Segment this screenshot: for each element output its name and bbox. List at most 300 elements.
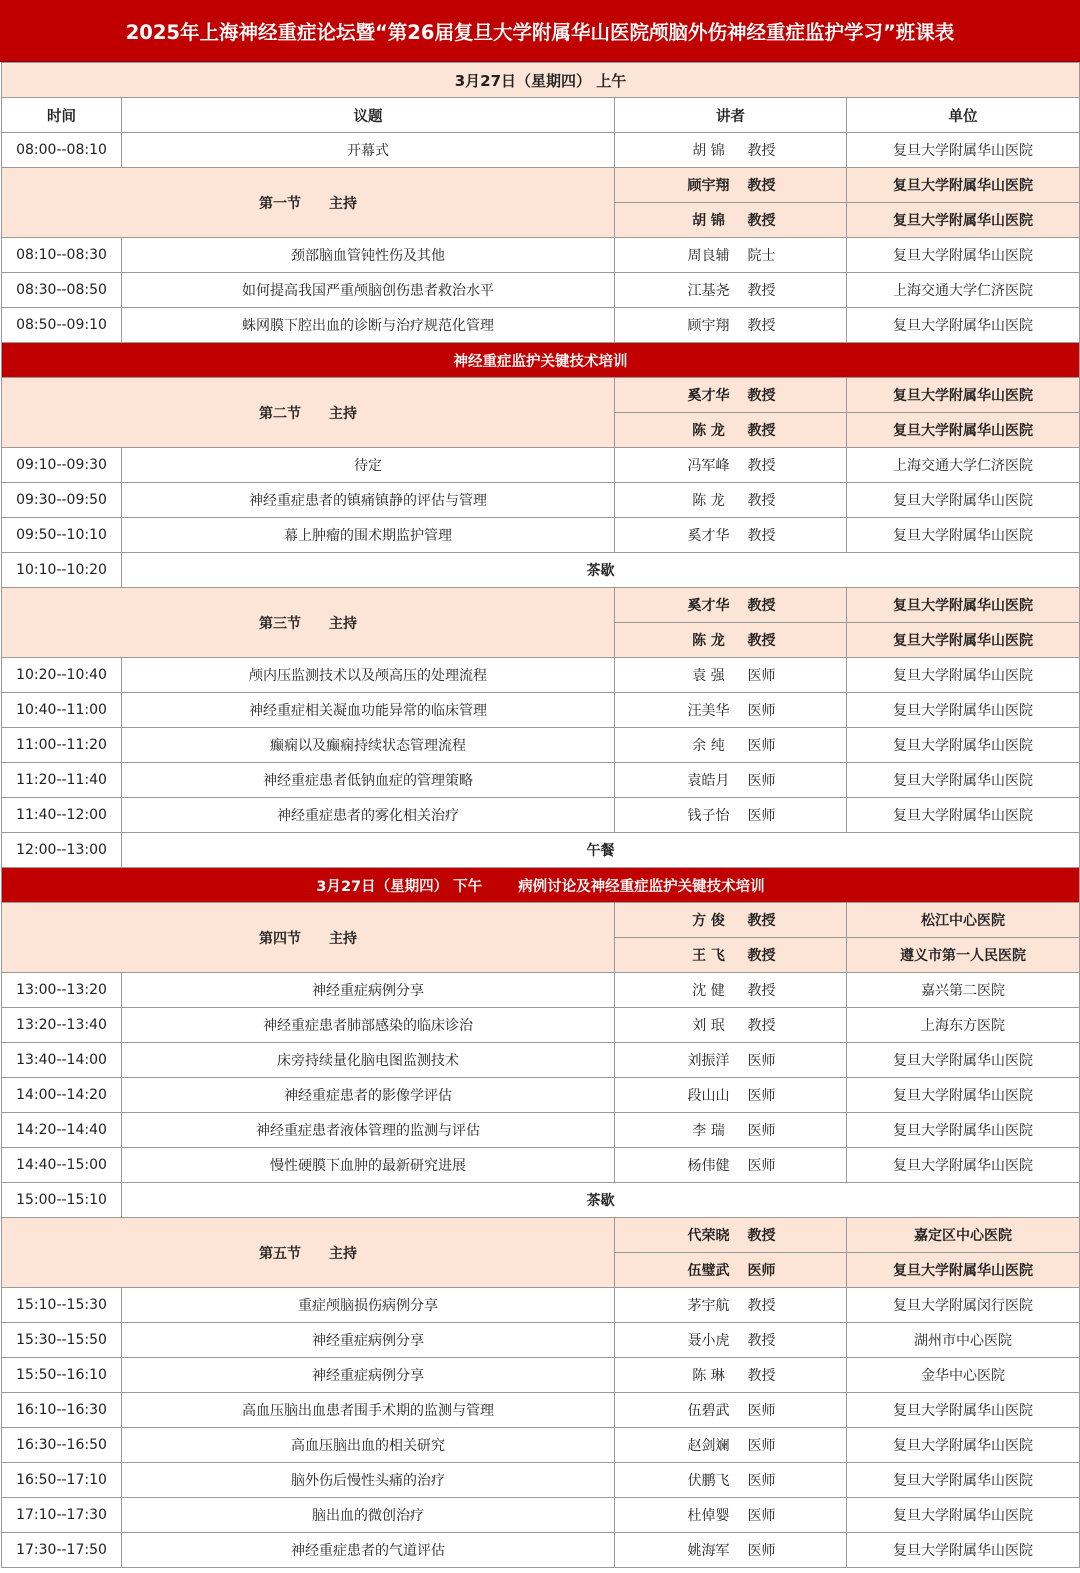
speaker-cell: [615, 1078, 847, 1113]
break-label: 茶歇: [122, 1183, 1080, 1218]
break-row: [2, 833, 1080, 868]
table-row: [2, 1148, 1080, 1183]
speaker-cell: [615, 133, 847, 168]
schedule-table: [1, 62, 1080, 1568]
speaker-name: 聂小虎: [687, 1333, 730, 1349]
session-band: 3月27日（星期四） 上午: [2, 63, 1080, 98]
speaker-cell: [615, 238, 847, 273]
time-cell: 08:50--09:10: [2, 308, 122, 343]
table-row: [2, 273, 1080, 308]
unit-cell: 复旦大学附属华山医院: [847, 1043, 1080, 1078]
session-band-row: [2, 63, 1080, 98]
section-chair-label: [2, 588, 615, 658]
speaker-name: 刘 珉: [692, 1018, 725, 1034]
time-cell: 17:10--17:30: [2, 1498, 122, 1533]
chair-unit-cell: 复旦大学附属华山医院: [847, 168, 1080, 203]
speaker: [686, 1120, 776, 1140]
chair-unit-cell: 复旦大学附属华山医院: [847, 1253, 1080, 1288]
speaker-name: 刘振洋: [687, 1053, 730, 1069]
speaker: [686, 630, 776, 650]
table-row: [2, 1043, 1080, 1078]
chair-unit-cell: 复旦大学附属华山医院: [847, 588, 1080, 623]
unit-cell: 复旦大学附属华山医院: [847, 1428, 1080, 1463]
topic-cell: 高血压脑出血的相关研究: [122, 1428, 615, 1463]
speaker-title: 医师: [747, 703, 776, 719]
topic-cell: 如何提高我国严重颅脑创伤患者救治水平: [122, 273, 615, 308]
table-row: [2, 1533, 1080, 1568]
speaker-name: 方 俊: [692, 913, 725, 929]
table-row: [2, 1393, 1080, 1428]
column-header-speaker: 讲者: [615, 98, 847, 133]
speaker-title: 教授: [747, 1018, 776, 1034]
speaker-cell: [615, 1393, 847, 1428]
chair-speaker-cell: [615, 903, 847, 938]
time-cell: 14:40--15:00: [2, 1148, 122, 1183]
speaker-name: 代荣晓: [687, 1228, 730, 1244]
table-row: [2, 1008, 1080, 1043]
speaker-cell: [615, 483, 847, 518]
topic-cell: 重症颅脑损伤病例分享: [122, 1288, 615, 1323]
table-row: [2, 133, 1080, 168]
speaker: [686, 1155, 776, 1175]
speaker-cell: [615, 448, 847, 483]
speaker: [686, 1470, 776, 1490]
section-banner-text: 3月27日（星期四） 下午: [316, 878, 483, 895]
time-cell: 09:50--10:10: [2, 518, 122, 553]
chair-row: [2, 1218, 1080, 1253]
speaker: [686, 700, 776, 720]
unit-cell: 复旦大学附属闵行医院: [847, 1288, 1080, 1323]
speaker-name: 沈 健: [692, 983, 725, 999]
unit-cell: 复旦大学附属华山医院: [847, 518, 1080, 553]
speaker-name: 奚才华: [687, 388, 730, 404]
speaker-name: 杨伟健: [687, 1158, 730, 1174]
column-header-topic: 议题: [122, 98, 615, 133]
speaker-title: 医师: [747, 738, 776, 754]
speaker: [686, 805, 776, 825]
unit-cell: 复旦大学附属华山医院: [847, 1148, 1080, 1183]
speaker-name: 杜倬婴: [687, 1508, 730, 1524]
speaker-name: 茅宇航: [687, 1298, 730, 1314]
chair-speaker-cell: [615, 1218, 847, 1253]
table-row: [2, 973, 1080, 1008]
chair-row: [2, 168, 1080, 203]
section-name: 第五节: [259, 1245, 301, 1262]
speaker-title: 教授: [747, 1298, 776, 1314]
speaker-title: 医师: [747, 1508, 776, 1524]
unit-cell: 复旦大学附属华山医院: [847, 238, 1080, 273]
table-row: [2, 483, 1080, 518]
unit-cell: 复旦大学附属华山医院: [847, 658, 1080, 693]
topic-cell: 神经重症患者的雾化相关治疗: [122, 798, 615, 833]
speaker-cell: [615, 518, 847, 553]
speaker-title: 医师: [747, 1158, 776, 1174]
unit-cell: 复旦大学附属华山医院: [847, 308, 1080, 343]
section-chair-label: [2, 1218, 615, 1288]
table-row: [2, 1358, 1080, 1393]
speaker-title: 院士: [747, 248, 776, 264]
speaker-title: 教授: [747, 948, 776, 964]
chair-unit-cell: 嘉定区中心医院: [847, 1218, 1080, 1253]
table-row: [2, 693, 1080, 728]
time-cell: 14:20--14:40: [2, 1113, 122, 1148]
speaker: [686, 210, 776, 230]
speaker-title: 教授: [747, 633, 776, 649]
topic-cell: 神经重症患者的影像学评估: [122, 1078, 615, 1113]
speaker-name: 冯军峰: [687, 458, 730, 474]
speaker-cell: [615, 763, 847, 798]
chair-unit-cell: 复旦大学附属华山医院: [847, 378, 1080, 413]
topic-cell: 床旁持续量化脑电图监测技术: [122, 1043, 615, 1078]
speaker-title: 医师: [747, 1088, 776, 1104]
speaker-cell: [615, 308, 847, 343]
unit-cell: 复旦大学附属华山医院: [847, 133, 1080, 168]
column-header-unit: 单位: [847, 98, 1080, 133]
speaker-name: 赵剑斓: [687, 1438, 730, 1454]
time-cell: 11:40--12:00: [2, 798, 122, 833]
section-name: 第四节: [259, 930, 301, 947]
chair-unit-cell: 复旦大学附属华山医院: [847, 413, 1080, 448]
unit-cell: 金华中心医院: [847, 1358, 1080, 1393]
section-banner-text: 神经重症监护关键技术培训: [453, 353, 628, 370]
table-row: [2, 1113, 1080, 1148]
speaker-title: 教授: [747, 213, 776, 229]
topic-cell: 高血压脑出血患者围手术期的监测与管理: [122, 1393, 615, 1428]
unit-cell: 复旦大学附属华山医院: [847, 1393, 1080, 1428]
unit-cell: 上海东方医院: [847, 1008, 1080, 1043]
chair-speaker-cell: [615, 168, 847, 203]
speaker-cell: [615, 1428, 847, 1463]
speaker-title: 教授: [747, 318, 776, 334]
topic-cell: 慢性硬膜下血肿的最新研究进展: [122, 1148, 615, 1183]
topic-cell: 神经重症病例分享: [122, 973, 615, 1008]
time-cell: 12:00--13:00: [2, 833, 122, 868]
speaker-name: 伍碧武: [687, 1403, 730, 1419]
speaker-cell: [615, 1498, 847, 1533]
speaker-name: 江基尧: [687, 283, 730, 299]
topic-cell: 神经重症相关凝血功能异常的临床管理: [122, 693, 615, 728]
speaker: [686, 385, 776, 405]
speaker-title: 医师: [747, 1123, 776, 1139]
section-role: 主持: [329, 930, 357, 947]
chair-speaker-cell: [615, 623, 847, 658]
speaker-name: 顾宇翔: [687, 318, 730, 334]
speaker-name: 伏鹏飞: [687, 1473, 730, 1489]
speaker: [686, 280, 776, 300]
unit-cell: 复旦大学附属华山医院: [847, 728, 1080, 763]
section-name: 第一节: [259, 195, 301, 212]
break-row: [2, 553, 1080, 588]
speaker-name: 姚海军: [687, 1543, 730, 1559]
time-cell: 17:30--17:50: [2, 1533, 122, 1568]
unit-cell: 复旦大学附属华山医院: [847, 1498, 1080, 1533]
speaker-name: 汪美华: [687, 703, 730, 719]
unit-cell: 复旦大学附属华山医院: [847, 483, 1080, 518]
speaker-name: 王 飞: [692, 948, 725, 964]
time-cell: 15:50--16:10: [2, 1358, 122, 1393]
speaker-name: 胡 锦: [692, 213, 725, 229]
speaker-title: 教授: [747, 598, 776, 614]
speaker: [686, 490, 776, 510]
chair-speaker-cell: [615, 413, 847, 448]
speaker: [686, 945, 776, 965]
time-cell: 16:30--16:50: [2, 1428, 122, 1463]
table-row: [2, 728, 1080, 763]
table-row: [2, 1498, 1080, 1533]
speaker-name: 顾宇翔: [687, 178, 730, 194]
topic-cell: 神经重症病例分享: [122, 1358, 615, 1393]
speaker: [686, 595, 776, 615]
speaker: [686, 980, 776, 1000]
time-cell: 08:00--08:10: [2, 133, 122, 168]
speaker: [686, 1365, 776, 1385]
section-chair-label: [2, 168, 615, 238]
table-row: [2, 798, 1080, 833]
speaker-cell: [615, 1358, 847, 1393]
unit-cell: 复旦大学附属华山医院: [847, 1533, 1080, 1568]
speaker-name: 伍璧武: [687, 1263, 730, 1279]
schedule-body: [2, 63, 1080, 1568]
unit-cell: 上海交通大学仁济医院: [847, 273, 1080, 308]
time-cell: 10:20--10:40: [2, 658, 122, 693]
chair-row: [2, 378, 1080, 413]
speaker: [686, 245, 776, 265]
topic-cell: 幕上肿瘤的围术期监护管理: [122, 518, 615, 553]
topic-cell: 颅内压监测技术以及颅高压的处理流程: [122, 658, 615, 693]
speaker-cell: [615, 973, 847, 1008]
page-title: 2025年上海神经重症论坛暨“第26届复旦大学附属华山医院颅脑外伤神经重症监护学习”班课表: [0, 0, 1080, 62]
speaker: [686, 665, 776, 685]
unit-cell: 嘉兴第二医院: [847, 973, 1080, 1008]
topic-cell: 神经重症患者的镇痛镇静的评估与管理: [122, 483, 615, 518]
speaker: [686, 1295, 776, 1315]
speaker-cell: [615, 1043, 847, 1078]
break-label: 茶歇: [122, 553, 1080, 588]
section-chair-label: [2, 903, 615, 973]
speaker-name: 袁皓月: [687, 773, 730, 789]
speaker-title: 医师: [747, 1053, 776, 1069]
topic-cell: 神经重症患者肺部感染的临床诊治: [122, 1008, 615, 1043]
time-cell: 15:30--15:50: [2, 1323, 122, 1358]
speaker: [686, 1260, 776, 1280]
speaker-title: 医师: [747, 1438, 776, 1454]
speaker-title: 教授: [747, 1228, 776, 1244]
speaker-cell: [615, 1148, 847, 1183]
table-row: [2, 1288, 1080, 1323]
speaker-title: 医师: [747, 773, 776, 789]
speaker-cell: [615, 728, 847, 763]
speaker-name: 陈 龙: [692, 423, 725, 439]
section-banner-row: [2, 868, 1080, 903]
speaker: [686, 1015, 776, 1035]
time-cell: 13:40--14:00: [2, 1043, 122, 1078]
time-cell: 11:00--11:20: [2, 728, 122, 763]
chair-speaker-cell: [615, 203, 847, 238]
unit-cell: 复旦大学附属华山医院: [847, 693, 1080, 728]
speaker: [686, 910, 776, 930]
time-cell: 08:10--08:30: [2, 238, 122, 273]
speaker-cell: [615, 658, 847, 693]
speaker-title: 教授: [747, 283, 776, 299]
chair-unit-cell: 遵义市第一人民医院: [847, 938, 1080, 973]
speaker: [686, 735, 776, 755]
topic-cell: 开幕式: [122, 133, 615, 168]
unit-cell: 复旦大学附属华山医院: [847, 798, 1080, 833]
chair-unit-cell: 复旦大学附属华山医院: [847, 623, 1080, 658]
speaker-title: 医师: [747, 668, 776, 684]
speaker: [686, 455, 776, 475]
speaker-title: 教授: [747, 983, 776, 999]
speaker-cell: [615, 1323, 847, 1358]
speaker-title: 医师: [747, 1473, 776, 1489]
speaker-name: 陈 琳: [692, 1368, 725, 1384]
speaker-name: 余 纯: [692, 738, 725, 754]
table-row: [2, 238, 1080, 273]
table-row: [2, 1428, 1080, 1463]
topic-cell: 癫痫以及癫痫持续状态管理流程: [122, 728, 615, 763]
speaker-name: 奚才华: [687, 528, 730, 544]
time-cell: 08:30--08:50: [2, 273, 122, 308]
time-cell: 15:00--15:10: [2, 1183, 122, 1218]
speaker-title: 教授: [747, 913, 776, 929]
topic-cell: 颈部脑血管钝性伤及其他: [122, 238, 615, 273]
topic-cell: 神经重症病例分享: [122, 1323, 615, 1358]
chair-speaker-cell: [615, 1253, 847, 1288]
speaker-cell: [615, 1113, 847, 1148]
speaker: [686, 1330, 776, 1350]
section-chair-label: [2, 378, 615, 448]
speaker: [686, 175, 776, 195]
table-row: [2, 658, 1080, 693]
speaker-title: 教授: [747, 388, 776, 404]
speaker-name: 周良辅: [687, 248, 730, 264]
speaker-title: 教授: [747, 528, 776, 544]
speaker: [686, 1505, 776, 1525]
section-role: 主持: [329, 405, 357, 422]
speaker: [686, 1085, 776, 1105]
topic-cell: 蛛网膜下腔出血的诊断与治疗规范化管理: [122, 308, 615, 343]
speaker-cell: [615, 693, 847, 728]
header-row: [2, 98, 1080, 133]
speaker: [686, 770, 776, 790]
topic-cell: 神经重症患者低钠血症的管理策略: [122, 763, 615, 798]
chair-speaker-cell: [615, 588, 847, 623]
table-row: [2, 1078, 1080, 1113]
speaker-name: 奚才华: [687, 598, 730, 614]
unit-cell: 复旦大学附属华山医院: [847, 1463, 1080, 1498]
time-cell: 16:50--17:10: [2, 1463, 122, 1498]
speaker-title: 教授: [747, 423, 776, 439]
time-cell: 13:00--13:20: [2, 973, 122, 1008]
time-cell: 15:10--15:30: [2, 1288, 122, 1323]
speaker-name: 胡 锦: [692, 143, 725, 159]
speaker: [686, 1400, 776, 1420]
speaker-name: 钱子怡: [687, 808, 730, 824]
chair-row: [2, 903, 1080, 938]
speaker-cell: [615, 273, 847, 308]
speaker: [686, 315, 776, 335]
section-role: 主持: [329, 1245, 357, 1262]
section-name: 第二节: [259, 405, 301, 422]
table-row: [2, 448, 1080, 483]
unit-cell: 复旦大学附属华山医院: [847, 1113, 1080, 1148]
unit-cell: 复旦大学附属华山医院: [847, 763, 1080, 798]
topic-cell: 神经重症患者的气道评估: [122, 1533, 615, 1568]
speaker-title: 教授: [747, 493, 776, 509]
time-cell: 09:30--09:50: [2, 483, 122, 518]
speaker-cell: [615, 1008, 847, 1043]
section-banner-subtitle: 病例讨论及神经重症监护关键技术培训: [518, 878, 765, 895]
speaker-title: 教授: [747, 1368, 776, 1384]
speaker: [686, 1435, 776, 1455]
chair-unit-cell: 松江中心医院: [847, 903, 1080, 938]
time-cell: 09:10--09:30: [2, 448, 122, 483]
chair-speaker-cell: [615, 378, 847, 413]
speaker-title: 医师: [747, 808, 776, 824]
topic-cell: 脑外伤后慢性头痛的治疗: [122, 1463, 615, 1498]
chair-row: [2, 588, 1080, 623]
speaker: [686, 1225, 776, 1245]
unit-cell: 上海交通大学仁济医院: [847, 448, 1080, 483]
speaker-name: 李 瑞: [692, 1123, 725, 1139]
speaker-title: 教授: [747, 458, 776, 474]
speaker-cell: [615, 1533, 847, 1568]
chair-unit-cell: 复旦大学附属华山医院: [847, 203, 1080, 238]
speaker-title: 教授: [747, 143, 776, 159]
section-banner-row: [2, 343, 1080, 378]
unit-cell: 复旦大学附属华山医院: [847, 1078, 1080, 1113]
speaker: [686, 525, 776, 545]
speaker-cell: [615, 1463, 847, 1498]
time-cell: 10:40--11:00: [2, 693, 122, 728]
speaker: [686, 1050, 776, 1070]
table-row: [2, 1463, 1080, 1498]
speaker-cell: [615, 1288, 847, 1323]
speaker-title: 教授: [747, 1333, 776, 1349]
time-cell: 16:10--16:30: [2, 1393, 122, 1428]
speaker: [686, 420, 776, 440]
speaker-title: 医师: [747, 1403, 776, 1419]
unit-cell: 湖州市中心医院: [847, 1323, 1080, 1358]
chair-speaker-cell: [615, 938, 847, 973]
time-cell: 13:20--13:40: [2, 1008, 122, 1043]
speaker-name: 袁 强: [692, 668, 725, 684]
speaker-title: 教授: [747, 178, 776, 194]
topic-cell: 神经重症患者液体管理的监测与评估: [122, 1113, 615, 1148]
speaker-name: 陈 龙: [692, 633, 725, 649]
time-cell: 10:10--10:20: [2, 553, 122, 588]
time-cell: 14:00--14:20: [2, 1078, 122, 1113]
speaker-name: 段山山: [687, 1088, 730, 1104]
section-banner: [2, 343, 1080, 378]
table-row: [2, 518, 1080, 553]
time-cell: 11:20--11:40: [2, 763, 122, 798]
table-row: [2, 1323, 1080, 1358]
speaker-name: 陈 龙: [692, 493, 725, 509]
speaker: [686, 1540, 776, 1560]
break-label: 午餐: [122, 833, 1080, 868]
break-row: [2, 1183, 1080, 1218]
column-header-time: 时间: [2, 98, 122, 133]
section-name: 第三节: [259, 615, 301, 632]
speaker-title: 医师: [747, 1543, 776, 1559]
section-role: 主持: [329, 615, 357, 632]
topic-cell: 脑出血的微创治疗: [122, 1498, 615, 1533]
section-banner: [2, 868, 1080, 903]
speaker: [686, 140, 776, 160]
table-row: [2, 763, 1080, 798]
speaker-cell: [615, 798, 847, 833]
